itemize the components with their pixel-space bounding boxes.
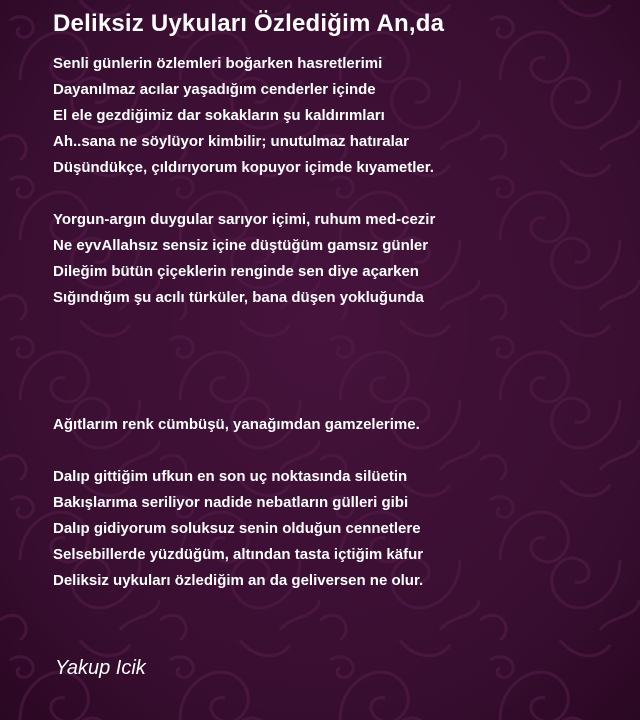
- poem-line: El ele gezdiğimiz dar sokakların şu kaldırımları: [53, 107, 385, 124]
- poem-title: Deliksiz Uykuları Özlediğim An,da: [53, 10, 445, 37]
- poem-line: Dalıp gittiğim ufkun en son uç noktasında silüetin: [53, 468, 408, 485]
- poem-line: Dayanılmaz acılar yaşadığım cenderler içinde: [53, 81, 376, 98]
- poem-line: Düşündükçe, çıldırıyorum kopuyor içimde kıyametler.: [53, 159, 434, 176]
- poem-line: Sığındığım şu acılı türküler, bana düşen yokluğunda: [53, 289, 424, 306]
- poem-line: Dalıp gidiyorum soluksuz senin olduğun cennetlere: [53, 520, 421, 537]
- stanza-2: [53, 207, 435, 311]
- poem-line: Ağıtlarım renk cümbüşü, yanağımdan gamzelerime.: [53, 416, 420, 433]
- poem-line: Ah..sana ne söylüyor kimbilir; unutulmaz hatıralar: [53, 133, 409, 150]
- poem-line: Senli günlerin özlemleri boğarken hasretlerimi: [53, 55, 383, 72]
- poem-line: Selsebillerde yüzdüğüm, altından tasta içtiğim käfur: [53, 546, 424, 563]
- stanza-1: [53, 51, 434, 181]
- poem-line: Yorgun-argın duygular sarıyor içimi, ruhum med-cezir: [53, 211, 436, 228]
- stanza-4: [53, 464, 423, 594]
- poem-line: Deliksiz uykuları özlediğim an da geliversen ne olur.: [53, 572, 424, 589]
- poem-line: Bakışlarıma seriliyor nadide nebatların gülleri gibi: [53, 494, 409, 511]
- poem-author: Yakup Icik: [55, 657, 146, 679]
- poem-line: Dileğim bütün çiçeklerin renginde sen diye açarken: [53, 263, 419, 280]
- stanza-3: [53, 412, 420, 438]
- poem-line: Ne eyvAllahsız sensiz içine düştüğüm gamsız günler: [53, 237, 429, 254]
